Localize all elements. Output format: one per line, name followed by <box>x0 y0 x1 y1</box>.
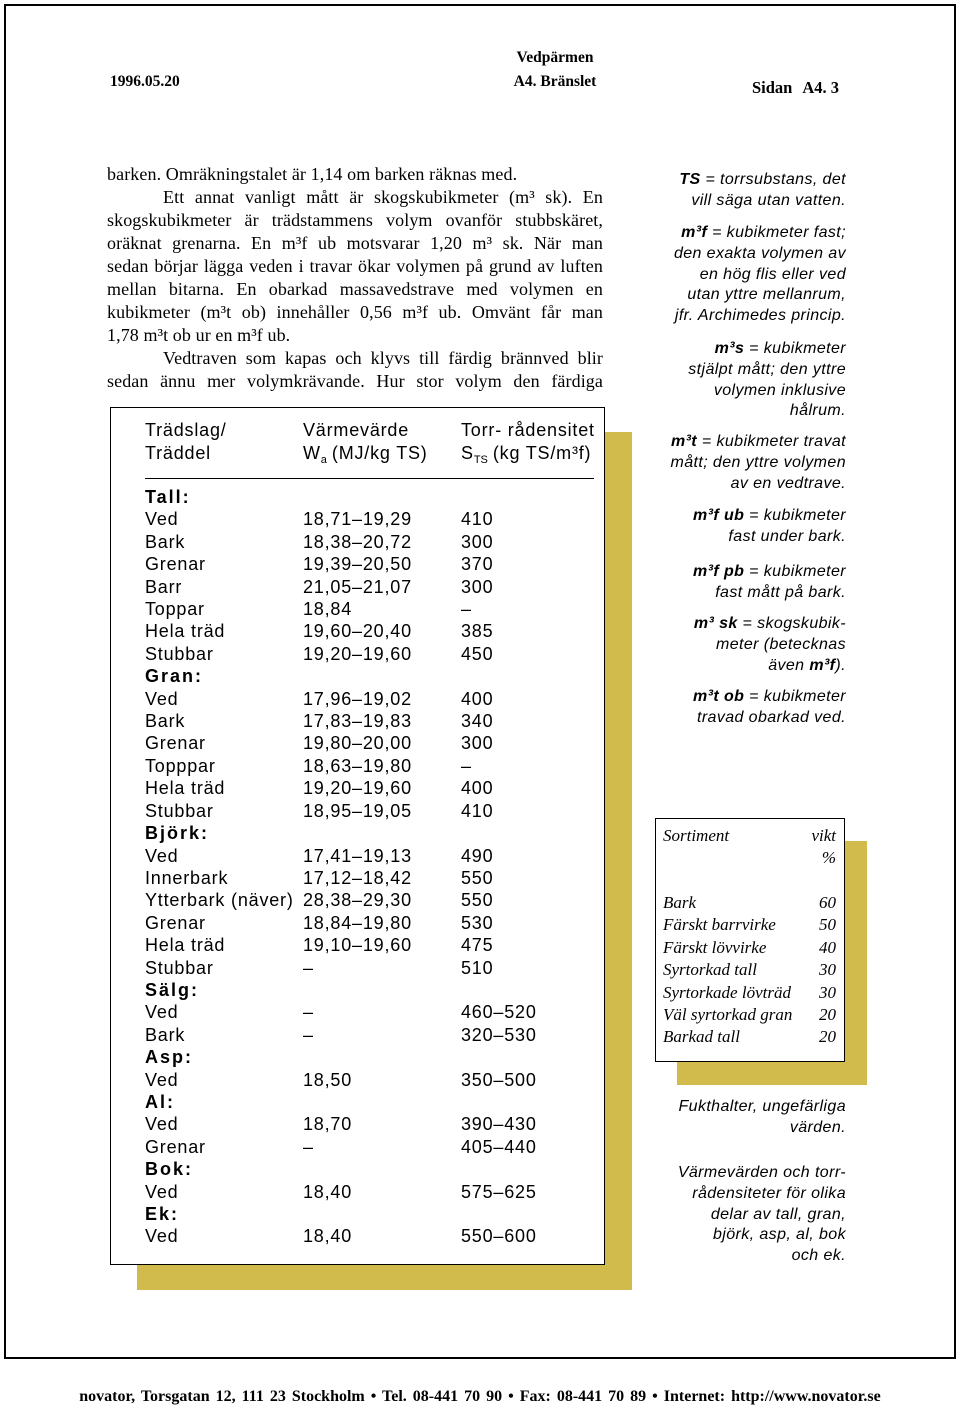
table-row <box>145 710 605 732</box>
caption-line: Värmevärden och torr- <box>677 1164 846 1181</box>
text-line: sedan börjar lägga veden i travar ökar volymen på grund av luften <box>107 256 603 276</box>
definition-text: ). <box>835 656 846 674</box>
table-header-row <box>145 419 605 442</box>
table-row <box>145 1001 605 1023</box>
text-line: 1,78 m³t ob ur en m³f ub. <box>107 325 291 345</box>
text-line: Ett annat vanligt mått är skogskubikmeter (m³ sk). En <box>163 187 603 207</box>
table-row <box>145 1069 605 1091</box>
definition-line <box>626 614 846 635</box>
definition-text: volymen inklusive <box>713 381 846 399</box>
dry-density-cell: 385 <box>461 621 494 642</box>
dry-density-cell: 475 <box>461 935 494 956</box>
tree-part-cell: Ved <box>145 1002 179 1023</box>
dry-density-cell: 405–440 <box>461 1136 537 1157</box>
table-row <box>663 1004 836 1026</box>
column-header-species: Trädslag/ <box>145 420 227 440</box>
dry-density-cell: 575–625 <box>461 1181 537 1202</box>
species-group-row <box>145 1158 605 1180</box>
heating-value-cell: 18,84–19,80 <box>303 912 412 933</box>
moisture-value-cell: 20 <box>819 1027 836 1047</box>
definition-line <box>626 360 846 381</box>
dry-density-cell: 550 <box>461 890 494 911</box>
heating-value-subscript: a <box>320 454 327 466</box>
dry-density-cell: 460–520 <box>461 1002 537 1023</box>
table-row <box>145 1225 605 1247</box>
tree-part-cell: Stubbar <box>145 643 214 664</box>
heating-value-cell: 19,60–20,40 <box>303 621 412 642</box>
definition-text: av en vedtrave. <box>730 474 846 492</box>
definition-m3f <box>626 223 846 327</box>
definition-text: = skogskubik- <box>737 615 846 632</box>
definition-term: m³ sk <box>693 615 738 632</box>
table-row <box>663 914 836 936</box>
heating-value-cell: – <box>303 1002 314 1023</box>
species-group-row <box>145 822 605 844</box>
definition-text: = kubikmeter fast; <box>707 224 846 241</box>
heating-value-cell: 18,71–19,29 <box>303 509 412 530</box>
definition-text: jfr. Archimedes princip. <box>674 307 846 325</box>
dry-density-cell: 320–530 <box>461 1024 537 1045</box>
definition-m3f-ub <box>626 506 846 548</box>
table-row <box>145 1136 605 1158</box>
species-group-row <box>145 1203 605 1225</box>
tree-part-cell: Grenar <box>145 733 206 754</box>
text-line: Vedtraven som kapas och klyvs till färdig brännved blir <box>163 348 603 368</box>
table-row <box>663 959 836 981</box>
definition-line <box>626 401 846 422</box>
footer-contact: novator, Torsgatan 12, 111 23 Stockholm • Tel. 08-441 70 90 • Fax: 08-441 70 89 • Internet: http://www.novator.se <box>79 1388 881 1405</box>
heating-value-cell: 18,40 <box>303 1181 353 1202</box>
table-row <box>663 1026 836 1048</box>
heating-value-cell: 18,40 <box>303 1226 353 1247</box>
caption-line: rådensiteter för olika <box>692 1184 846 1202</box>
table-row <box>145 598 605 620</box>
moisture-table-box <box>655 818 845 1062</box>
table-row <box>145 576 605 598</box>
dry-density-cell: 350–500 <box>461 1069 537 1090</box>
caption-line: värden. <box>789 1118 846 1136</box>
assortment-cell: Färskt lövvirke <box>663 937 767 957</box>
definition-line <box>626 656 846 677</box>
dry-density-cell: 450 <box>461 643 494 664</box>
heating-table-caption <box>626 1163 846 1267</box>
assortment-cell: Syrtorkade lövträd <box>663 982 791 1002</box>
assortment-cell: Färskt barrvirke <box>663 915 776 935</box>
definition-line <box>626 432 846 453</box>
definition-text: stjälpt mått; den yttre <box>688 360 846 378</box>
heating-value-cell: 18,38–20,72 <box>303 531 412 552</box>
heating-value-cell: 17,12–18,42 <box>303 867 412 888</box>
tree-part-cell: Bark <box>145 531 186 552</box>
text-line: sedan ännu mer volymkrävande. Hur stor volym den färdiga <box>107 371 603 391</box>
text-line: oräknat grenarna. En m³f ub motsvarar 1,20 m³ sk. När man <box>107 233 603 253</box>
definition-term: m³s <box>714 340 745 357</box>
definition-line <box>626 708 846 729</box>
tree-part-cell: Ved <box>145 509 179 530</box>
tree-part-cell: Ved <box>145 688 179 709</box>
heating-value-symbol: W <box>303 443 321 463</box>
dry-density-cell: 400 <box>461 778 494 799</box>
definition-line <box>626 453 846 474</box>
definition-text: den exakta volymen av <box>673 244 846 262</box>
table-row <box>663 937 836 959</box>
table-row <box>145 1024 605 1046</box>
dry-density-cell: 530 <box>461 912 494 933</box>
definition-line <box>626 562 846 583</box>
definition-line <box>626 191 846 212</box>
moisture-table-caption <box>626 1097 846 1139</box>
heating-value-cell: 21,05–21,07 <box>303 576 412 597</box>
assortment-cell: Bark <box>663 893 697 912</box>
heating-value-cell: 19,80–20,00 <box>303 733 412 754</box>
table-row <box>145 643 605 665</box>
column-header-assortment: Sortiment <box>663 826 730 845</box>
species-group-row <box>145 486 605 508</box>
heating-value-cell: 19,10–19,60 <box>303 935 412 956</box>
dry-density-cell: – <box>461 599 472 620</box>
definition-term: m³f pb <box>693 563 745 580</box>
table-row <box>145 912 605 934</box>
moisture-value-cell: 30 <box>819 982 836 1002</box>
species-label: Al: <box>145 1091 175 1112</box>
heating-value-cell: – <box>303 957 314 978</box>
moisture-value-cell: 50 <box>819 915 836 935</box>
definition-term: m³t ob <box>693 688 745 705</box>
definition-m3f-pb <box>626 562 846 604</box>
text-line: mellan bitarna. En obarkad massavedstrave med volymen en <box>107 279 603 299</box>
definition-text: travad obarkad ved. <box>696 708 846 726</box>
table-row <box>145 957 605 979</box>
species-group-row <box>145 1046 605 1068</box>
heating-value-cell: 19,20–19,60 <box>303 778 412 799</box>
dry-density-subscript: TS <box>473 454 488 466</box>
definition-line <box>626 170 846 191</box>
column-header-tree-part: Träddel <box>145 443 211 463</box>
table-row <box>145 688 605 710</box>
species-label: Tall: <box>145 487 191 507</box>
moisture-value-cell: 20 <box>819 1004 836 1024</box>
definition-line <box>626 265 846 286</box>
heating-value-cell: 17,41–19,13 <box>303 845 412 866</box>
definition-text: mått; den yttre volymen <box>670 453 846 471</box>
tree-part-cell: Stubbar <box>145 800 214 821</box>
caption-line: Fukthalter, ungefärliga <box>678 1098 846 1115</box>
body-paragraph <box>107 163 603 393</box>
column-header-weight: vikt <box>811 826 836 845</box>
table-row <box>145 800 605 822</box>
definition-m3s <box>626 339 846 422</box>
species-label: Björk: <box>145 823 210 844</box>
definition-text: hålrum. <box>789 402 846 420</box>
tree-part-cell: Ved <box>145 1114 179 1135</box>
tree-part-cell: Bark <box>145 711 186 732</box>
heating-value-unit-text: (MJ/kg TS) <box>331 443 428 463</box>
tree-part-cell: Ytterbark (näver) <box>145 890 294 911</box>
definition-term: m³f <box>681 224 708 241</box>
definition-ts <box>626 170 846 212</box>
table-body <box>145 486 605 1248</box>
definition-line <box>626 583 846 604</box>
text-line: barken. Omräkningstalet är 1,14 om barken räknas med. <box>107 164 518 184</box>
species-label: Ek: <box>145 1204 180 1224</box>
definition-m3t <box>626 432 846 494</box>
dry-density-cell: 510 <box>461 957 494 978</box>
definition-term: m³t <box>670 433 698 450</box>
table-row <box>663 982 836 1004</box>
definition-line <box>626 339 846 360</box>
species-label: Bok: <box>145 1159 193 1180</box>
table-row <box>145 867 605 889</box>
species-label: Sälg: <box>145 979 200 1000</box>
definition-line <box>626 506 846 527</box>
document-date: 1996.05.20 <box>110 73 180 90</box>
table-row <box>145 1113 605 1135</box>
definition-m3t-ob <box>626 687 846 729</box>
dry-density-cell: 400 <box>461 688 494 709</box>
heating-value-cell: – <box>303 1136 314 1157</box>
page-number <box>752 79 839 97</box>
dry-density-cell: 390–430 <box>461 1114 537 1135</box>
definition-term: m³f ub <box>693 507 745 524</box>
definition-line <box>626 687 846 708</box>
assortment-cell: Syrtorkad tall <box>663 960 757 980</box>
dry-density-symbol: S <box>461 443 474 463</box>
tree-part-cell: Toppar <box>145 599 205 620</box>
tree-part-cell: Topppar <box>145 755 216 776</box>
definition-text: = kubikmeter <box>744 507 846 524</box>
table-row <box>145 889 605 911</box>
dry-density-cell: – <box>461 755 472 776</box>
definition-text: fast under bark. <box>728 527 846 545</box>
moisture-table-body <box>663 892 836 1049</box>
definition-text: = torrsubstans, det <box>700 171 846 188</box>
definition-text: = kubikmeter <box>744 563 846 580</box>
dry-density-cell: 300 <box>461 733 494 754</box>
dry-density-cell: 300 <box>461 576 494 597</box>
tree-part-cell: Bark <box>145 1024 186 1045</box>
definition-text: utan yttre mellanrum, <box>687 286 846 304</box>
assortment-cell: Väl syrtorkad gran <box>663 1004 793 1024</box>
definition-line <box>626 244 846 265</box>
dry-density-cell: 340 <box>461 711 494 732</box>
definition-text: = kubikmeter <box>744 340 846 357</box>
header-divider <box>145 478 594 479</box>
heating-value-cell: 17,83–19,83 <box>303 711 412 732</box>
table-row <box>663 892 836 914</box>
tree-part-cell: Grenar <box>145 1136 206 1157</box>
definition-line <box>626 474 846 495</box>
definition-line <box>626 285 846 306</box>
definition-line <box>626 306 846 327</box>
table-row <box>145 777 605 799</box>
definition-text: fast mått på bark. <box>715 583 846 601</box>
column-header-dry-density: Torr- rådensitet <box>461 420 595 440</box>
heating-value-cell: 18,84 <box>303 599 353 620</box>
dry-density-cell: 410 <box>461 800 494 821</box>
column-header-percent: % <box>821 848 836 867</box>
definition-text: = kubikmeter travat <box>697 433 846 450</box>
definition-text: = kubikmeter <box>744 688 846 705</box>
heating-value-cell: 18,95–19,05 <box>303 800 412 821</box>
tree-part-cell: Grenar <box>145 554 206 575</box>
assortment-cell: Barkad tall <box>663 1027 740 1047</box>
dry-density-cell: 550 <box>461 867 494 888</box>
table-row <box>145 845 605 867</box>
heating-value-cell: 18,70 <box>303 1114 353 1135</box>
definition-term: m³f <box>809 656 836 674</box>
caption-line: och ek. <box>791 1247 846 1265</box>
tree-part-cell: Hela träd <box>145 935 226 956</box>
binder-title: Vedpärmen <box>516 49 594 66</box>
dry-density-cell: 550–600 <box>461 1226 537 1247</box>
definition-line <box>626 223 846 244</box>
tree-part-cell: Ved <box>145 845 179 866</box>
moisture-value-cell: 60 <box>819 893 836 912</box>
tree-part-cell: Ved <box>145 1181 179 1202</box>
heating-value-cell: 17,96–19,02 <box>303 688 412 709</box>
tree-part-cell: Grenar <box>145 912 206 933</box>
moisture-value-cell: 30 <box>819 960 836 980</box>
heating-value-cell: 19,39–20,50 <box>303 554 412 575</box>
definition-line <box>626 381 846 402</box>
table-row <box>145 531 605 553</box>
tree-part-cell: Stubbar <box>145 957 214 978</box>
caption-line: björk, asp, al, bok <box>713 1226 846 1244</box>
definition-text: meter (betecknas <box>715 635 846 653</box>
moisture-value-cell: 40 <box>819 937 836 957</box>
tree-part-cell: Hela träd <box>145 778 226 799</box>
tree-part-cell: Ved <box>145 1069 179 1090</box>
table-row <box>145 934 605 956</box>
species-label: Asp: <box>145 1047 193 1068</box>
table-header-row <box>145 442 605 465</box>
page-label: Sidan <box>752 78 793 97</box>
caption-line: delar av tall, gran, <box>710 1205 846 1223</box>
definition-text: även <box>768 656 810 674</box>
column-header-heating-value: Värmevärde <box>303 420 410 440</box>
tree-part-cell: Innerbark <box>145 867 229 888</box>
definition-term: TS <box>679 171 701 188</box>
table-row <box>145 755 605 777</box>
table-row <box>145 620 605 642</box>
heating-value-cell: 18,63–19,80 <box>303 755 412 776</box>
table-row <box>145 553 605 575</box>
heating-value-unit <box>303 442 428 465</box>
tree-part-cell: Hela träd <box>145 621 226 642</box>
heating-value-cell: 28,38–29,30 <box>303 890 412 911</box>
table-row <box>145 732 605 754</box>
species-group-row <box>145 1091 605 1113</box>
table-header <box>145 419 605 465</box>
definition-text: vill säga utan vatten. <box>691 191 846 209</box>
dry-density-cell: 370 <box>461 554 494 575</box>
definition-m3-sk <box>626 614 846 676</box>
species-label: Gran: <box>145 666 204 687</box>
definition-line <box>626 527 846 548</box>
heating-value-cell: 18,50 <box>303 1069 353 1090</box>
text-line: skogskubikmeter är trädstammens volym ovanför stubbskäret, <box>107 210 603 230</box>
table-row <box>145 508 605 530</box>
definition-line <box>626 635 846 656</box>
tree-part-cell: Barr <box>145 576 183 597</box>
text-line: kubikmeter (m³t ob) innehåller 0,56 m³f ub. Omvänt får man <box>107 302 603 322</box>
definition-text: en hög flis eller ved <box>699 265 846 283</box>
heating-value-cell: 19,20–19,60 <box>303 643 412 664</box>
species-group-row <box>145 979 605 1001</box>
heating-value-cell: – <box>303 1024 314 1045</box>
dry-density-cell: 300 <box>461 531 494 552</box>
species-group-row <box>145 665 605 687</box>
dry-density-unit-text: (kg TS/m³f) <box>492 443 592 463</box>
section-title: A4. Bränslet <box>513 73 597 90</box>
dry-density-cell: 410 <box>461 509 494 530</box>
tree-part-cell: Ved <box>145 1226 179 1247</box>
dry-density-cell: 490 <box>461 845 494 866</box>
page-number-value: A4. 3 <box>802 78 840 97</box>
dry-density-unit <box>461 442 591 465</box>
table-row <box>145 1181 605 1203</box>
